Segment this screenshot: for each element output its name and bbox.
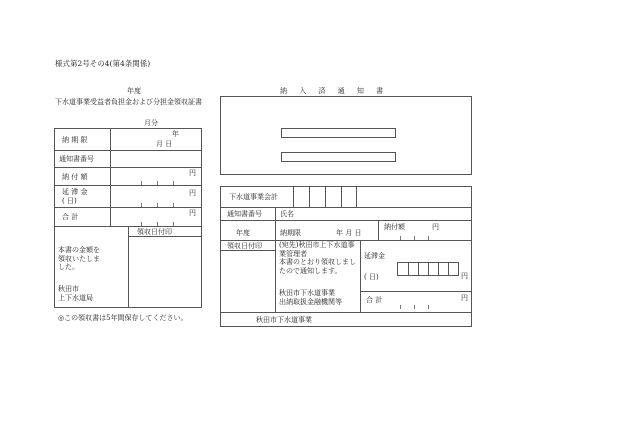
agency-text: 秋田市下水道事業 出納取扱金融機関等	[279, 289, 342, 306]
address-window-top	[281, 128, 396, 138]
address-window-bottom	[281, 152, 396, 162]
due-month-day: 月 日	[156, 140, 173, 148]
due-year: 年	[172, 130, 179, 138]
notice-number-label: 通知書番号	[59, 155, 94, 163]
due-date-label: 納 期 限	[62, 136, 88, 144]
receipt-title: 下水道事業受益者負担金および分担金領収証書	[55, 98, 202, 106]
receipt-section	[0, 0, 210, 340]
name-label: 氏名	[280, 210, 294, 218]
late-fee-days: ( 日)	[62, 197, 77, 205]
notice-year-label: 年度	[236, 229, 250, 237]
addressee-text: (宛先)秋田市上下水道事業管理者 本書のとおり領収しましたので通知します。	[279, 241, 356, 275]
notice-due-label: 納期限	[280, 229, 301, 237]
receipt-date-stamp-label: 領収日付印	[137, 228, 172, 236]
notice-late-fee-days: ( 日)	[364, 273, 379, 281]
notice-number-label-right: 通知書番号	[227, 210, 262, 218]
total-label: 合 計	[62, 213, 79, 221]
form-id: 様式第2号その4(第4条関係)	[55, 59, 151, 68]
receipt-month-label: 月分	[144, 119, 158, 127]
notice-payment-label: 納付額	[384, 223, 405, 231]
notice-payment-yen: 円	[432, 223, 439, 231]
notice-late-fee-label: 延滞金	[364, 252, 385, 260]
notice-total-yen: 円	[461, 294, 468, 302]
notice-total-label: 合 計	[366, 296, 383, 304]
notice-footer: 秋田市下水道事業	[256, 316, 312, 324]
late-fee-label: 延 滞 金	[62, 188, 88, 196]
receipt-year-label: 年度	[127, 87, 141, 95]
account-label: 下水道事業会計	[229, 193, 278, 201]
receipt-statement: 本書の金額を領収いたしました。	[58, 246, 100, 271]
notice-date-stamp-label: 領収日付印	[227, 242, 262, 250]
notice-late-fee-yen: 円	[461, 272, 468, 280]
payment-yen: 円	[189, 169, 196, 177]
notice-title: 納 入 済 通 知 書	[280, 87, 389, 95]
receipt-issuer: 秋田市 上下水道局	[58, 285, 93, 302]
late-fee-yen: 円	[189, 189, 196, 197]
retention-note: ◎この領収書は5年間保存してください。	[58, 314, 188, 322]
notice-month-day: 年 月 日	[336, 229, 362, 237]
total-yen: 円	[189, 209, 196, 217]
payment-amount-label: 納 付 額	[62, 173, 88, 181]
